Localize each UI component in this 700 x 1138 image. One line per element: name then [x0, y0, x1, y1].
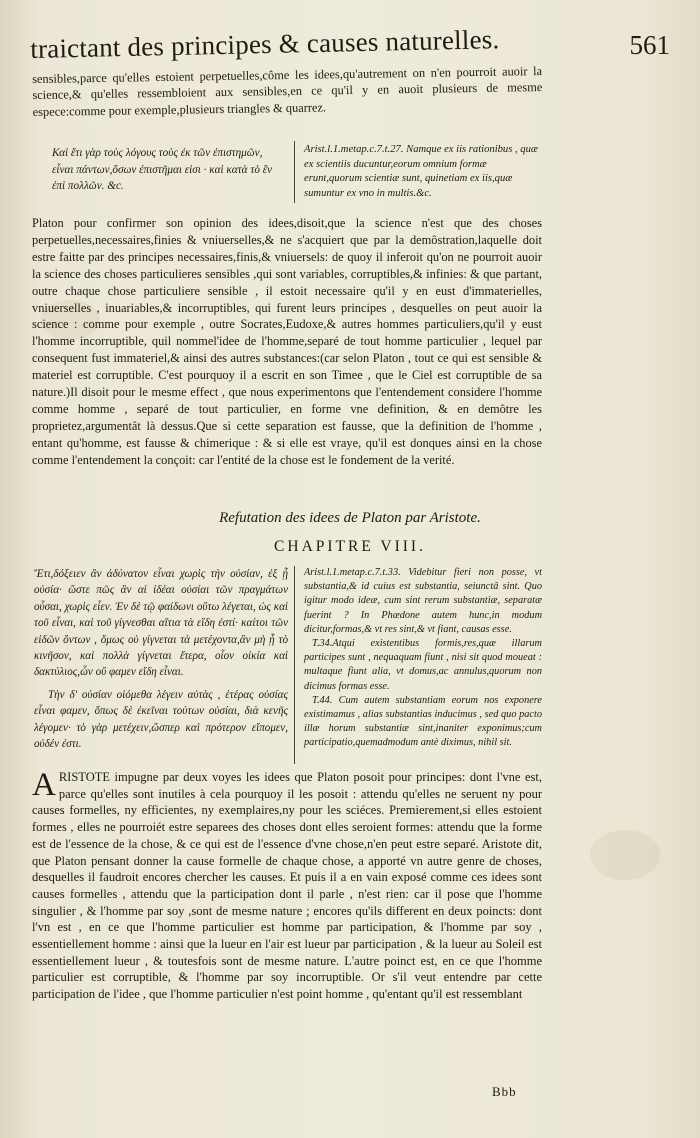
greek-column — [34, 566, 288, 758]
running-title: traictant des principes & causes naturelles. — [30, 24, 500, 64]
parallel-quotes — [32, 566, 542, 766]
body-text: RISTOTE impugne par deux voyes les idees que Platon posoit pour principes: dont l'vne est, parce qu'elles sont inutiles à cela pourquoy il les posoit : attendu qu'elles ne seruent ny pour causes formelles, ny efficientes, ny exemplaires,ny pour les sciéces. Premierement,si elles estoient formes , elles ne pourroiét estre separees des choses dont elles seroient formes: attendu que la forme est de l'essence de la chose, & ce qui est de l'essence d'vne chose,n'en peut estre separé. Aristote dit, que Platon pensant donner la cause formelle de chaque chose, a apporté vn autre genre de choses, desquelles il faudroit encores chercher les causes. Et puis il a en vain exposé comme ces idees sont causes formelles , attendu que la participation dont il parle , n'est rien: car il pose que l'homme singulier , & l'homme par soy ,sont de mesme nature ; encores qu'ils different en deux poincts: dont l'vn est , en ce que l'homme particulier est homme par participation, & l'homme par soy , essentiellement homme : ainsi que la lueur en l'air est lueur par participation , & la lueur au Soleil est essentiellement lueur , & toutesfois sont de mesme nature. L'autre poinct est, en ce que l'homme particulier est corruptible, & l'homme par soy incorruptible. Or s'il veut entendre par cette participation de l'idee , que l'homme particulier n'est point homme , qu'entant qu'il est ressemblant — [32, 770, 542, 1002]
latin-passage: Arist.l.1.metap.c.7.t.33. Videbitur fieri non posse, vt substantia,& id cuius est substantia, seiunctâ sint. Quo igitur modo ideæ, cum sint rerum substantiæ, separatæ fuerint ? In Phædone autem hunc,in modum dicitur,formas,& vt res sint,& vt fiant, causas esse. — [304, 567, 542, 635]
intro-text: sensibles,parce qu'elles estoient perpetuelles,côme les idees,qu'autrement on n'en pourroit auoir la science,& qu'elles ressembloient aux sensibles,en ce qu'il y en auoit plusieurs de mesme espece:comme pour exemple,plusieurs triangles & quarrez. — [32, 63, 543, 119]
first-citation — [32, 141, 542, 201]
greek-passage: Τὴν δ' οὐσίαν οἰόμεθα λέγειν αὐτὰς , ἑτέρας οὐσίας εἶναι φαμεν, ὅπως δὲ ἐκεῖναι τούτων οὐσίαι, διὰ κενῆς λέγομεν· τὸ γὰρ μετέχειν,ὥσπερ καὶ πρότερον εἴπομεν, οὐδέν ἐστι. — [34, 688, 288, 751]
latin-passage: T.34.Atqui existentibus formis,res,quæ illarum participes sunt , nequaquam fiunt , nisi sit quod moueat : multaque fiunt alia, vt domus,ac annulus,quorum non dicimus formas esse. — [304, 638, 542, 692]
latin-reference: Arist.l.1.metap.c.7.t.27. — [304, 144, 404, 155]
body-paragraph — [32, 769, 542, 1003]
page-stain — [590, 830, 660, 880]
latin-passage: T.44. Cum autem substantiam eorum nos exponere existimamus , alias substantias inducimus , sed quo pacto illæ horum substantiæ sint,inaniter exponimus;cum participatio,quemadmodum antè diximus, nihil sit. — [304, 694, 542, 749]
column-divider — [294, 566, 295, 764]
main-text: Platon pour confirmer son opinion des idees,disoit,que la science n'est que des choses perpetuelles,necessaires,finies & vniuerselles,& ne s'acquiert que par la demôstration,laquelle doit estre faitte par des principes necessaires,finis,& vniuersels: de quoy il inferoit qu'on ne pourroit auoir la science des choses particulieres sensibles ,qui sont variables, corruptibles,& infinies: & que partant, outre chaque chose particuliere sensible , il estoit necessaire qu'il y en eust d'immaterielles, vniuerselles , inuariables,& incorruptibles, qui furent leurs principes , desquelles on peut auoir la science : comme pour exemple , outre Socrates,Eudoxe,& autres hommes particuliers,qu'il y eust l'homme incorruptible, quil nommel'idee de l'homme,separé de tout homme particulier , lequel par consequent fust immateriel,& ainsi des autres substances:(car selon Platon , tout ce qui est sensible & materiel est corruptible. C'est pourquoy il a escrit en son Timee , que le Ciel est corruptible de sa nature.)Il disoit pour le mesme effect , que nous experimentons que l'entendement considere l'homme comme homme , separé de tout particulier, en forme vne definition, & en demôtre les proprietez,argumentât là dessus.Que si cette separation est fausse, que la definition de l'homme , entant qu'homme, est fausse & chimerique : & si elle est vraye, qu'il est donques ainsi en la chose comme l'entendement la conçoit: car l'entité de la chose est le fondement de la verité. — [32, 216, 542, 467]
intro-paragraph — [32, 63, 543, 120]
latin-quote — [304, 143, 542, 201]
signature-mark: Bbb — [492, 1084, 517, 1099]
greek-passage: Ἔτι,δόξειεν ἂν ἀδύνατον εἶναι χωρὶς τὴν οὐσίαν, ἐξ ᾗ οὐσία· ὥστε πῶς ἂν αἱ ἰδέαι οὐσίαι τῶν πραγμάτων οὖσαι, χωρὶς εἶεν. Ἐν δὲ τῷ φαίδωνι οὕτω λέγεται, ὡς καὶ τοῦ εἶναι, καὶ τοῦ γίγνεσθαι αἴτια τὰ εἴδη ἐστί· καίτοι τῶν εἰδῶν ὄντων , ὅμως οὐ γίγνεται τὰ μετέχοντα,ἂν μὴ ᾖ τὸ κινῆσον, καὶ πολλὰ γίγνεται ἕτερα, οἷον οἰκία καὶ δακτύλιος,ὧν οὔ φαμεν εἴδη εἶναι. — [34, 568, 288, 679]
main-paragraph — [32, 215, 542, 469]
running-head — [30, 24, 670, 68]
section-title: Refutation des idees de Platon par Aristote. — [219, 510, 481, 526]
page-number: 561 — [629, 30, 670, 60]
latin-column — [304, 566, 542, 751]
drop-cap: A — [32, 767, 56, 803]
column-divider — [294, 141, 295, 203]
latin-quote-text: Namque ex iis rationibus , quæ ex scientiis ducuntur,eorum omnium formæ erunt,quorum scientiæ sunt, quinetiam ex iis,quæ sumuntur ex vno in multis.&c. — [304, 144, 538, 199]
chapter-heading: CHAPITRE VIII. — [274, 538, 426, 555]
greek-quote: Καὶ ἔτι γὰρ τοὺς λόγους τοὺς ἐκ τῶν ἐπιστημῶν, εἶναι πάντων,ὅσων ἐπιστῆμαι εἰσι · καὶ κατὰ τὸ ἓν ἐπὶ πολλῶν. &c. — [52, 147, 273, 192]
